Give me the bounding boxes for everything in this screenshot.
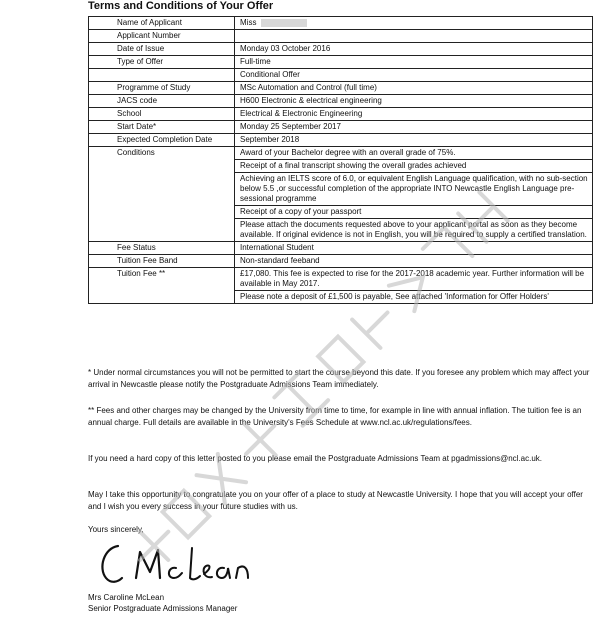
row-value: Conditional Offer [235, 69, 593, 82]
handwritten-signature [96, 538, 276, 588]
row-label: Programme of Study [89, 82, 235, 95]
table-row [89, 121, 593, 134]
table-row [89, 17, 593, 30]
condition-item: Award of your Bachelor degree with an overall grade of 75%. [235, 147, 593, 160]
conditions-label: Conditions [89, 147, 235, 242]
row-value: International Student [235, 242, 593, 255]
congratulations-paragraph: May I take this opportunity to congratulate you on your offer of a place to study at Newcastle University. I hope that you will accept your offer and I wish you every success in your future studies with us. [88, 490, 583, 511]
row-value: Monday 25 September 2017 [235, 121, 593, 134]
table-row [89, 43, 593, 56]
signatory-name: Mrs Caroline McLean [88, 593, 165, 602]
closing-salutation: Yours sincerely, [88, 525, 144, 534]
row-value: Monday 03 October 2016 [235, 43, 593, 56]
tuition-fee-value: £17,080. This fee is expected to rise for the 2017-2018 academic year. Further information will be available in May 2017. [235, 268, 593, 291]
table-row [89, 134, 593, 147]
condition-item: Please attach the documents requested above to your applicant portal as soon as they become available. If original evidence is not in English, you will be required to supply a certified translation. [235, 219, 593, 242]
redacted-name-block [261, 19, 307, 27]
row-value: September 2018 [235, 134, 593, 147]
offer-details-table [88, 16, 593, 304]
row-value: Electrical & Electronic Engineering [235, 108, 593, 121]
signatory-role: Senior Postgraduate Admissions Manager [88, 604, 238, 613]
row-label: Date of Issue [89, 43, 235, 56]
applicant-name-prefix: Miss [240, 18, 257, 27]
row-label: Tuition Fee Band [89, 255, 235, 268]
row-label: Fee Status [89, 242, 235, 255]
row-label: Name of Applicant [89, 17, 235, 30]
table-row [89, 69, 593, 82]
conditions-row [89, 147, 593, 160]
row-value: Full-time [235, 56, 593, 69]
row-label: Applicant Number [89, 30, 235, 43]
start-date-footnote: * Under normal circumstances you will not be permitted to start the course beyond this date. If you foresee any problem which may affect your arrival in Newcastle please notify the Postgraduate Admissions Team immediately. [88, 368, 590, 389]
row-value: Non-standard feeband [235, 255, 593, 268]
row-value: H600 Electronic & electrical engineering [235, 95, 593, 108]
deposit-note: Please note a deposit of £1,500 is payable, See attached 'Information for Offer Holders' [235, 291, 593, 304]
table-row [89, 255, 593, 268]
row-label: Expected Completion Date [89, 134, 235, 147]
condition-item: Achieving an IELTS score of 6.0, or equivalent English Language qualification, with no sub-section below 5.5 ,or successful completion of the appropriate INTO Newcastle English Language pre-sessional programme [235, 173, 593, 206]
row-label: JACS code [89, 95, 235, 108]
row-value: MSc Automation and Control (full time) [235, 82, 593, 95]
row-label: Type of Offer [89, 56, 235, 69]
row-label: Tuition Fee ** [89, 268, 235, 304]
table-row [89, 95, 593, 108]
page-title: Terms and Conditions of Your Offer [88, 0, 274, 12]
row-value [235, 17, 593, 30]
table-row [89, 56, 593, 69]
table-row [89, 108, 593, 121]
fees-footnote: ** Fees and other charges may be changed by the University from time to time, for example in line with annual inflation. The tuition fee is an annual charge. Full details are available in the University's Fees Schedule at www.ncl.ac.uk/regulations/fees. [88, 406, 582, 427]
hard-copy-note: If you need a hard copy of this letter posted to you please email the Postgraduate Admissions Team at pgadmissions@ncl.ac.uk. [88, 454, 543, 463]
row-label [89, 69, 235, 82]
table-row [89, 82, 593, 95]
condition-item: Receipt of a final transcript showing the overall grades achieved [235, 160, 593, 173]
tuition-fee-row [89, 268, 593, 291]
row-label: School [89, 108, 235, 121]
condition-item: Receipt of a copy of your passport [235, 206, 593, 219]
row-value [235, 30, 593, 43]
row-label: Start Date* [89, 121, 235, 134]
table-row [89, 30, 593, 43]
table-row [89, 242, 593, 255]
